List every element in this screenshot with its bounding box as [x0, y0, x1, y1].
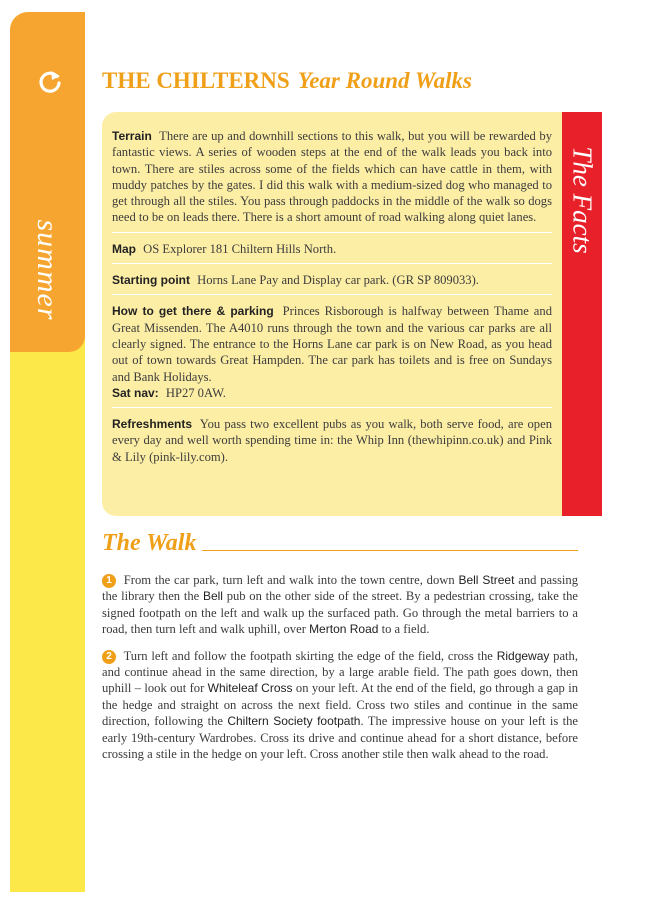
- step-text: on your left. At the end of the field, go through a gap in the hedge and straight on across the next field. Cross two stiles and continue in the same direction, following the: [102, 681, 578, 729]
- fact-label: Starting point: [112, 273, 190, 288]
- place-name: Bell: [202, 589, 223, 604]
- fact-text: Princes Risborough is halfway between Thame and Great Missenden. The A4010 runs through the town and the various car parks are all clearly signed. The entrance to the Horns Lane car park is on New Road, as you head out of town towards Great Hampden. The car park has toilets and is free on Sundays and Bank Holidays.: [112, 304, 552, 384]
- fact-label: Terrain: [112, 129, 152, 143]
- walk-heading: The Walk: [102, 528, 202, 558]
- fact-refreshments: [112, 416, 552, 471]
- title-main: THE CHILTERNS: [102, 68, 290, 93]
- refresh-icon: [36, 68, 64, 96]
- page-title: [102, 68, 472, 94]
- place-name: Bell Street: [458, 573, 515, 587]
- fact-label: How to get there & parking: [112, 304, 274, 319]
- fact-text: You pass two excellent pubs as you walk, both serve food, are open every day and well worth spending time in: the Whip Inn (thewhipinn.co.uk) and Pink & Lily (pink-lily.com).: [112, 417, 552, 464]
- step-number-badge: 1: [102, 574, 116, 588]
- fact-text: Horns Lane Pay and Display car park. (GR SP 809033).: [197, 273, 479, 288]
- fact-text: There are up and downhill sections to this walk, but you will be rewarded by fantastic views. A series of wooden steps at the end of the walk leads you back into town. There are stiles across some of the fields which can have cattle in them, with muddy patches by the gates. I did this walk with a medium-sized dog who managed to get through all the stiles. You pass through paddocks in the middle of the walk so dogs need to be on leads there. There is a short amount of road walking along quiet lanes.: [112, 129, 552, 225]
- fact-text: OS Explorer 181 Chiltern Hills North.: [143, 241, 337, 256]
- fact-terrain: [112, 128, 552, 233]
- season-label: summer: [31, 219, 64, 321]
- fact-map: [112, 241, 552, 264]
- step-text: path, and continue ahead in the same direction, by a large arable field. The path goes down, then uphill – look out for: [102, 648, 579, 696]
- step-text: to a field.: [381, 622, 430, 637]
- fact-how-to-get-there: [112, 303, 552, 408]
- step-text: From the car park, turn left and walk into the town centre, down: [123, 573, 455, 587]
- place-name: Merton Road: [309, 622, 379, 637]
- step-text: . The impressive house on your left is the early 19th-century Wardrobes. Cross its drive and continue ahead for a short distance, before crossing a stile in the hedge on your left. Cross another stile then walk ahead to the road.: [102, 714, 578, 762]
- facts-tab-label: The Facts: [567, 146, 598, 254]
- fact-label: Refreshments: [112, 417, 193, 432]
- step-number-badge: 2: [102, 650, 116, 664]
- walk-step-2: [102, 648, 578, 763]
- satnav-label: Sat nav:: [112, 385, 159, 400]
- walk-heading-row: [102, 528, 578, 558]
- fact-label: Map: [112, 241, 136, 256]
- step-text: pub on the other side of the street. By a pedestrian crossing, take the signed footpath on the left and walk up the surfaced path. Go through the metal barriers to a road, then turn left and walk uphill, over: [102, 589, 578, 637]
- step-text: Turn left and follow the footpath skirting the edge of the field, cross the: [123, 648, 493, 663]
- fact-starting-point: [112, 272, 552, 295]
- place-name: Chiltern Society footpath: [227, 714, 361, 729]
- title-sub: Year Round Walks: [297, 68, 472, 93]
- step-text: and passing the library then the: [102, 573, 578, 604]
- walk-directions: [102, 572, 578, 772]
- walk-step-1: [102, 572, 578, 638]
- place-name: Whiteleaf Cross: [207, 681, 293, 696]
- satnav-value: HP27 0AW.: [165, 385, 226, 400]
- place-name: Ridgeway: [496, 648, 550, 663]
- facts-content: [112, 128, 552, 479]
